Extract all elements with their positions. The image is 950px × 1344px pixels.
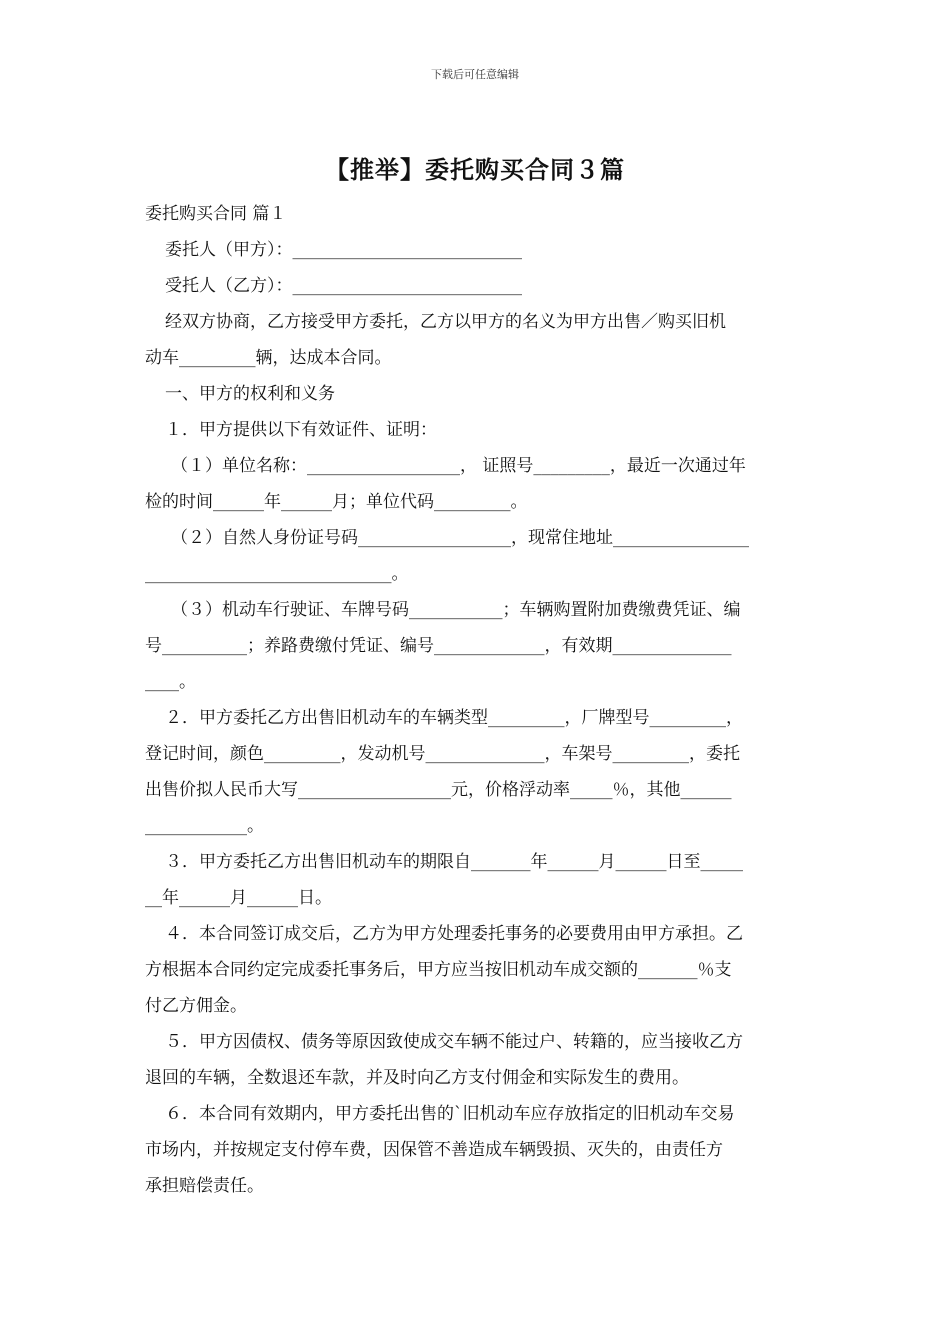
page-header: 下载后可任意编辑	[431, 68, 519, 81]
text-line: __年______月______日。	[145, 888, 332, 908]
text-line: （３）机动车行驶证、车牌号码___________；车辆购置附加费缴费凭证、编	[171, 600, 741, 620]
document-title: 【推举】委托购买合同３篇	[325, 156, 625, 184]
text-line: 受托人（乙方）：___________________________	[165, 276, 522, 296]
text-line: 号__________；养路费缴付凭证、编号_____________，有效期______________	[145, 636, 732, 656]
text-line: 方根据本合同约定完成委托事务后，甲方应当按旧机动车成交额的_______％支	[145, 960, 732, 980]
text-line: 经双方协商，乙方接受甲方委托，乙方以甲方的名义为甲方出售／购买旧机	[165, 312, 726, 332]
text-line: 付乙方佣金。	[145, 996, 247, 1016]
text-line: 动车_________辆，达成本合同。	[145, 348, 392, 368]
text-line: 登记时间，颜色_________，发动机号______________，车架号_________，委托	[145, 744, 740, 764]
text-line: 委托人（甲方）：___________________________	[165, 240, 522, 260]
text-line: 出售价拟人民币大写__________________元，价格浮动率_____％，其他______	[145, 780, 732, 800]
text-line: ５．甲方因债权、债务等原因致使成交车辆不能过户、转籍的，应当接收乙方	[165, 1032, 743, 1052]
text-line: ____________。	[145, 816, 264, 836]
text-line: ６．本合同有效期内，甲方委托出售的`旧机动车应存放指定的旧机动车交易	[165, 1104, 735, 1124]
text-line: 检的时间______年______月；单位代码_________。	[145, 492, 528, 512]
text-line: １．甲方提供以下有效证件、证明：	[165, 420, 437, 440]
text-line: ２．甲方委托乙方出售旧机动车的车辆类型_________，厂牌型号_________，	[165, 708, 743, 728]
text-line: ４．本合同签订成交后，乙方为甲方处理委托事务的必要费用由甲方承担。乙	[165, 924, 743, 944]
text-line: 委托购买合同 篇１	[145, 204, 287, 224]
text-line: （２）自然人身份证号码__________________，现常住地址________________	[171, 528, 749, 548]
text-line: ____。	[145, 672, 196, 692]
text-line: 退回的车辆，全数退还车款，并及时向乙方支付佣金和实际发生的费用。	[145, 1068, 689, 1088]
document-body	[145, 196, 807, 1204]
section-title: 一、甲方的权利和义务	[165, 384, 335, 404]
text-line: ３．甲方委托乙方出售旧机动车的期限自_______年______月______日至_____	[165, 852, 743, 872]
text-line: （１）单位名称：__________________， 证照号_________，最近一次通过年	[171, 456, 746, 476]
text-line: _____________________________。	[145, 564, 409, 584]
text-line: 市场内，并按规定支付停车费，因保管不善造成车辆毁损、灭失的，由责任方	[145, 1140, 723, 1160]
text-line: 承担赔偿责任。	[145, 1176, 264, 1196]
